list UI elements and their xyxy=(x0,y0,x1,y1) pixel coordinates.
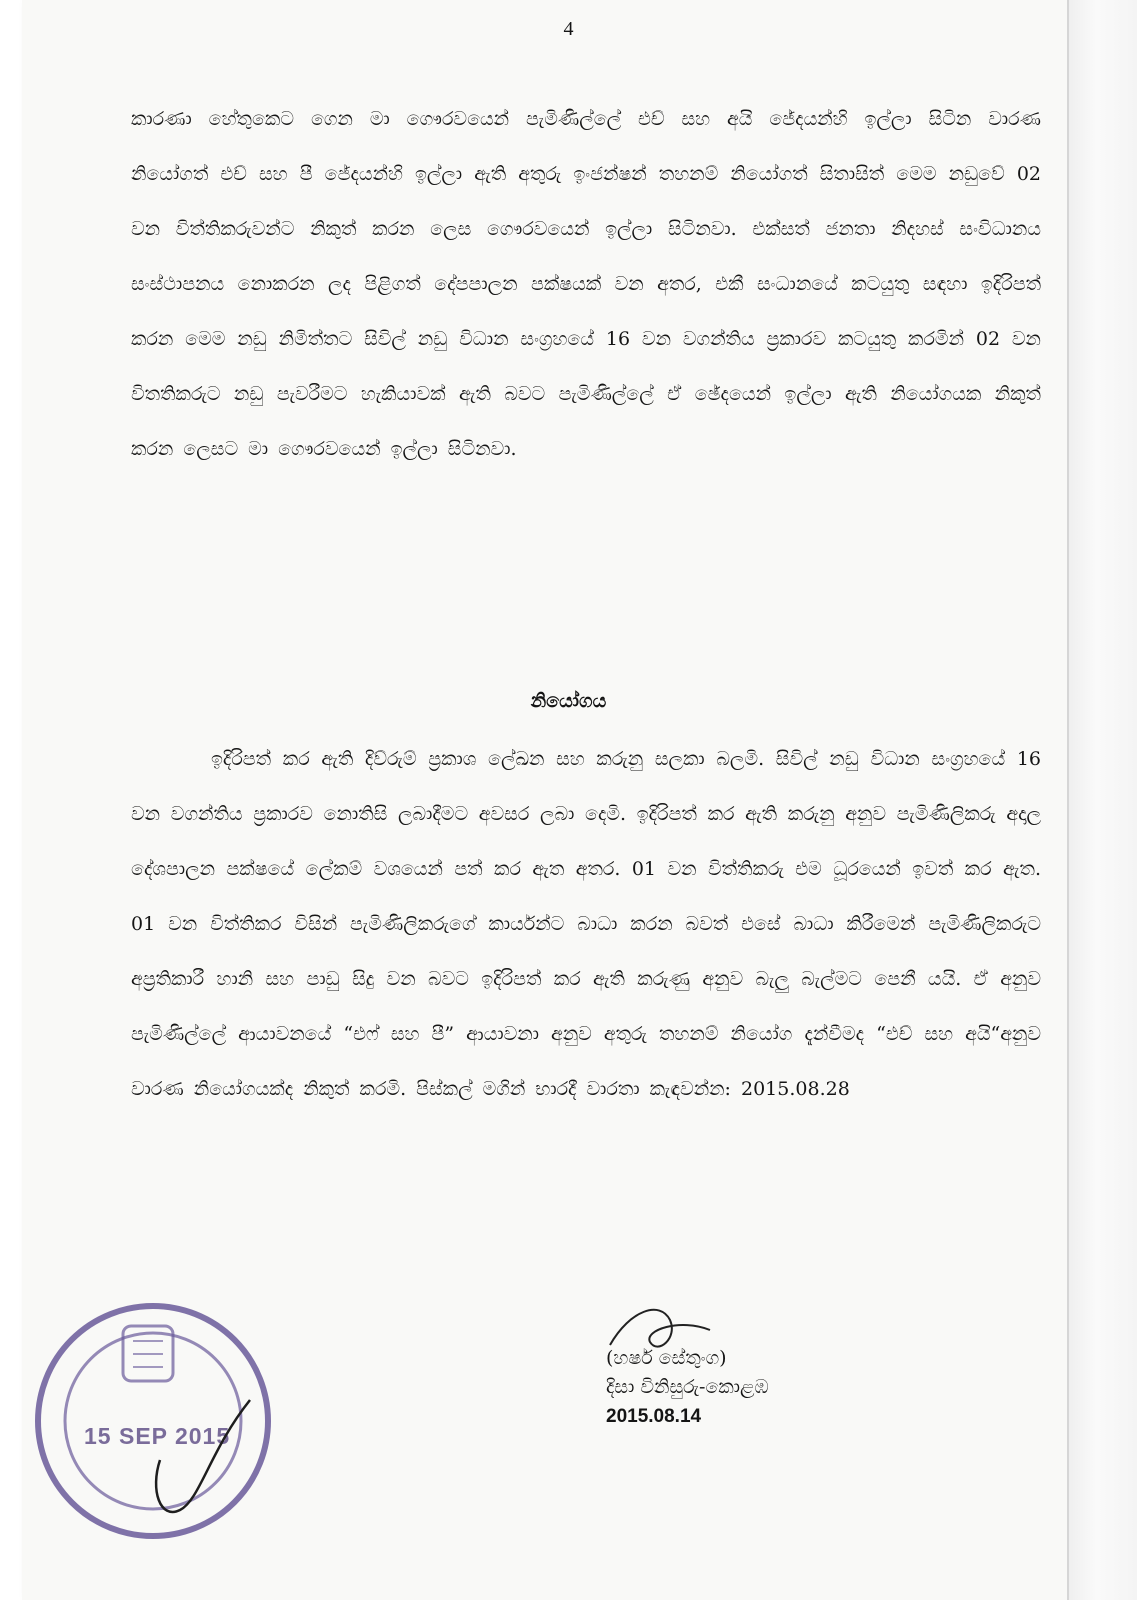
stamp-date: 15 SEP 2015 xyxy=(84,1423,231,1449)
judge-name: (හර්ෂ සේතුංග) xyxy=(606,1347,727,1369)
stamp-initial-scribble xyxy=(140,1380,260,1530)
signature-date: 2015.08.14 xyxy=(606,1406,702,1427)
judge-title: දිසා විනිසුරු-කොළඹ xyxy=(606,1376,769,1398)
scan-edge xyxy=(1069,0,1137,1600)
page-number: 4 xyxy=(563,18,574,40)
paragraph-request: කාරණා හේතුකෙට ගෙන මා ගෞරවයෙන් පැමිණිල්ලේ එච් සහ අයි ජේදයන්හි ඉල්ලා සිටින වාරණ නියෝගත් එච් සහ පී ජේදයන්හි ඉල්ලා ඇති අතුරු ඉංජන්ෂන් තහනම් නියෝගත් සිතාසිත් මෙම නඩුවේ 02 වන විත්තිකරුවන්ට නිකුත් කරන ලෙස ගෞරවයෙන් ඉල්ලා සිටිනවා. එක්සත් ජනතා නිදහස් සංවිධානය සංස්ථාපනය නොකරන ලද පිළිගත් දේපපාලන පක්ෂයක් වන අතර, එකී සංධානයේ කටයුතු සඳහා ඉදිරිපත් කරන මෙම නඩු නිමිත්තට සිවිල් නඩු විධාන සංග්‍රහයේ 16 වන වගන්තිය ප්‍රකාරව කටයුතු කරමින් 02 වන විතතිකරුට නඩු පැවරීමට හැකියාවක් ඇති බවට පැමිණිල්ලේ ඒ ඡේදයෙන් ඉල්ලා ඇති නියෝගයක නිකුත් කරන ලෙසට මා ගෞරවයෙන් ඉල්ලා සිටිනවා. xyxy=(131,108,1041,460)
paragraph-order: ඉදිරිපත් කර ඇති දිව්රුම් ප්‍රකාශ ලේඛන සහ කරුනු සලකා බලමි. සිවිල් නඩු විධාන සංග්‍රහයේ 16 වන වගන්තිය ප්‍රකාරව නොතිසි ලබාදීමට අවසර ලබා දෙමි. ඉදිරිපත් කර ඇති කරුනු අනුව පැමිණිලිකරු අදාල දේශපාලන පක්ෂයේ ලේකම් වශයෙන් පත් කර ඇත අතර. 01 වන විත්තිකරු එම ධූරයෙන් ඉවත් කර ඇත. 01 වන විත්තිකර විසින් පැමිණිලිකරුගේ කාර්යන්ට බාධා කරන බවත් එසේ බාධා කිරීමෙන් පැමිණිලිකරුට අප්‍රතිකාරී හානි සහ පාඩු සිදු වන බවට ඉදිරිපත් කර ඇති කරුණු අනුව බැලු බැල්මට පෙනී යයි. ඒ අනුව පැමිණිල්ලේ ආයාවනයේ “එෆ් සහ පී” ආයාවනා අනුව අතුරු තහනම් නියෝග දැන්වීමද “එච් සහ අයි“අනුව වාරණ නියෝගයක්ද නිකුත් කරමි. පිස්කල් මගින් භාරදී වාරතා කැඳවන්න: 2015.08.28 xyxy=(131,748,1041,1100)
order-heading: නියෝගය xyxy=(530,690,607,712)
signature-block xyxy=(606,1344,769,1431)
